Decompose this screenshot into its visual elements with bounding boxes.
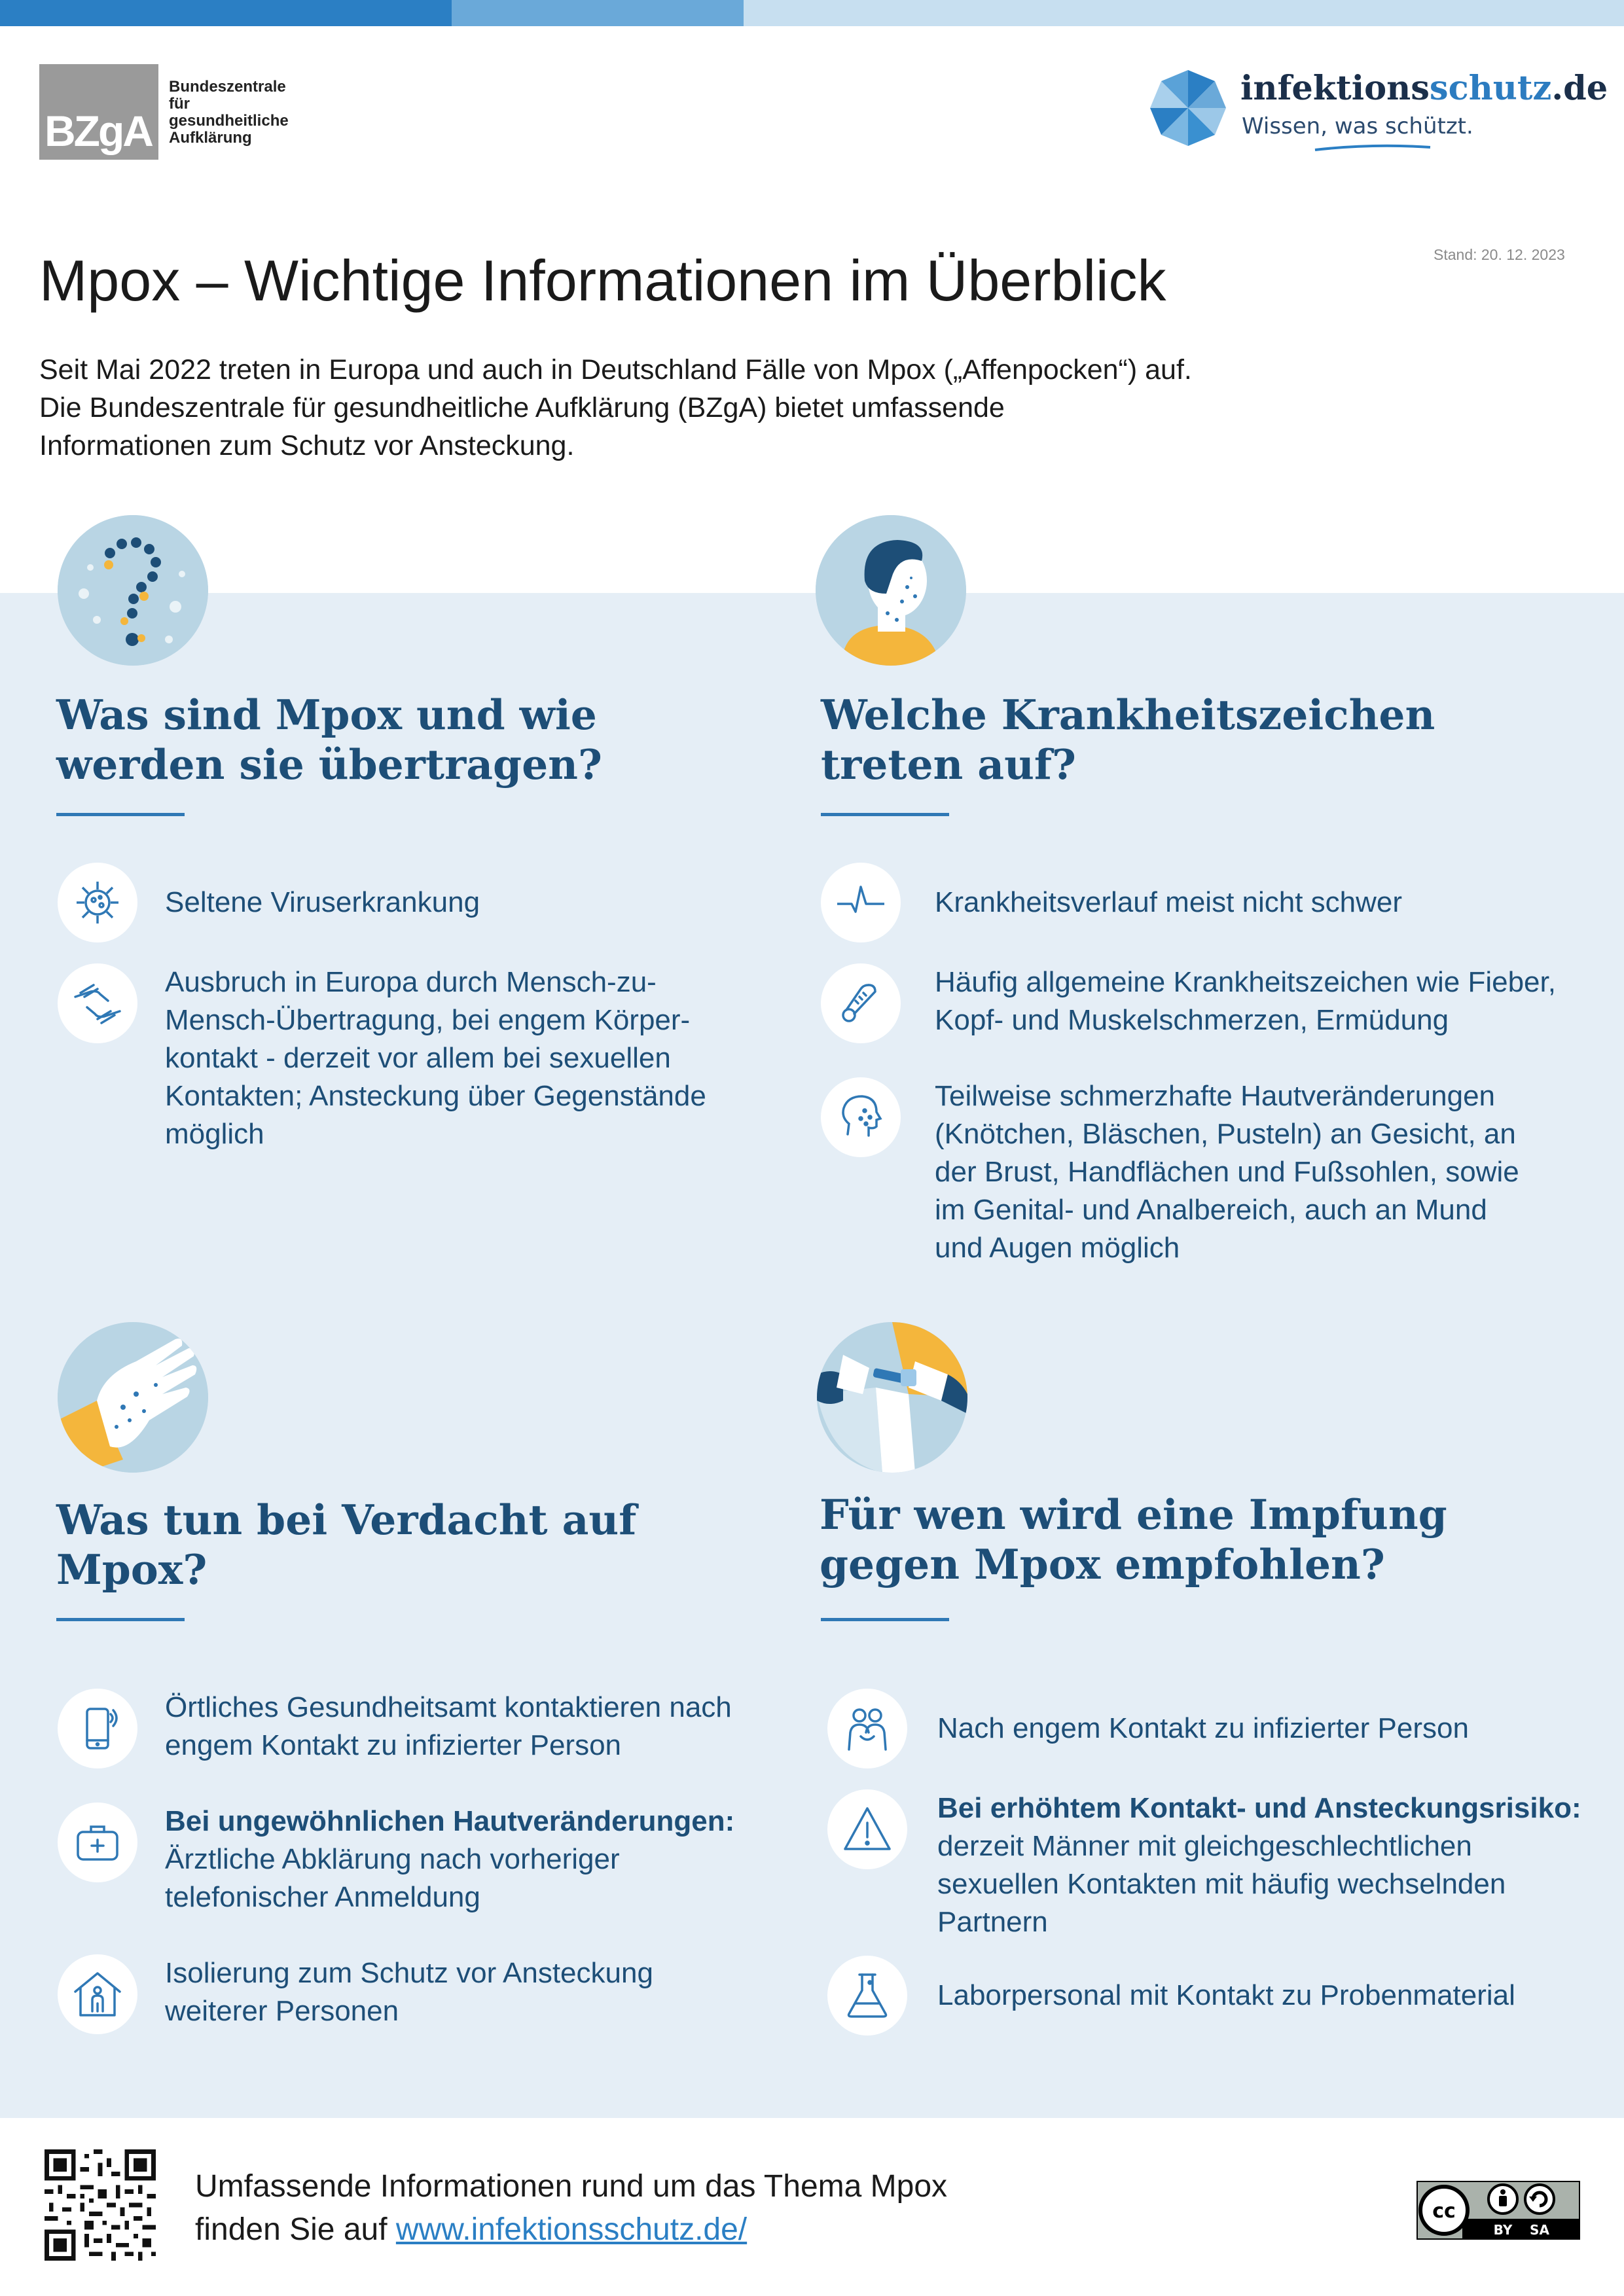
footer-line-1: Umfassende Informationen rund um das Thema Mpox bbox=[195, 2169, 948, 2204]
list-item-bold-text: Bei erhöhtem Kontakt- und Ansteckungsrisiko: bbox=[937, 1792, 1581, 1824]
list-item-line: Mensch-Übertragung, bei engem Körper- bbox=[165, 1004, 691, 1036]
list-item-line: Kontakten; Ansteckung über Gegenstände bbox=[165, 1080, 706, 1112]
list-item-text bbox=[935, 963, 1609, 1039]
infektionsschutz-name-part-2: schutz bbox=[1429, 69, 1552, 108]
qr-code-icon[interactable] bbox=[45, 2149, 156, 2261]
question-mark-virus-icon bbox=[58, 515, 208, 666]
section-suspicion-rule bbox=[56, 1618, 185, 1621]
tagline-swoosh-icon bbox=[1314, 142, 1432, 152]
website-link[interactable]: www.infektionsschutz.de/ bbox=[395, 2212, 748, 2247]
section-transmission-heading-line-1: Was sind Mpox und wie bbox=[56, 691, 597, 739]
list-item-bold-text: Bei ungewöhnlichen Hautveränderungen: bbox=[165, 1805, 735, 1837]
list-item-line: der Brust, Handflächen und Fußsohlen, sowie bbox=[935, 1156, 1519, 1188]
section-symptoms-heading bbox=[821, 690, 1574, 789]
head-rash-icon bbox=[821, 1077, 901, 1157]
section-vaccination-rule bbox=[821, 1618, 949, 1621]
phone-icon bbox=[58, 1689, 137, 1768]
infektionsschutz-logo[interactable] bbox=[1149, 69, 1608, 154]
infektionsschutz-name bbox=[1240, 69, 1608, 108]
list-item-line: möglich bbox=[165, 1118, 264, 1150]
list-item bbox=[58, 1689, 778, 1774]
footer-line-2 bbox=[195, 2208, 947, 2251]
section-symptoms-heading-line-1: Welche Krankheitszeichen bbox=[821, 691, 1435, 739]
section-symptoms-heading-line-2: treten auf? bbox=[821, 740, 1076, 789]
list-item-text bbox=[937, 1789, 1618, 1941]
pulse-icon bbox=[821, 863, 901, 942]
list-item-line: sexuellen Kontakten mit häufig wechselnden bbox=[937, 1868, 1506, 1900]
list-item-text bbox=[165, 1803, 820, 1916]
bzga-name-line-2: für bbox=[169, 95, 190, 113]
list-item-line: telefonischer Anmeldung bbox=[165, 1881, 480, 1913]
list-item-line: Ärztliche Abklärung nach vorheriger bbox=[165, 1843, 620, 1875]
list-item-text bbox=[165, 1954, 820, 2030]
bzga-logo-box bbox=[39, 64, 158, 160]
intro-line-1: Seit Mai 2022 treten in Europa und auch in Deutschland Fälle von Mpox („Affenpocken“) auf. bbox=[39, 354, 1192, 386]
list-item-line: engem Kontakt zu infizierter Person bbox=[165, 1729, 622, 1761]
intro-text bbox=[39, 351, 1348, 465]
bzga-name-line-3: gesundheitliche bbox=[169, 112, 289, 130]
section-symptoms-rule bbox=[821, 813, 949, 816]
thermometer-icon bbox=[821, 963, 901, 1043]
list-item-text bbox=[165, 963, 793, 1153]
list-item-line: im Genital- und Analbereich, auch an Mund bbox=[935, 1194, 1487, 1226]
top-bar-segment-mid bbox=[452, 0, 744, 26]
infektionsschutz-name-part-3: .de bbox=[1551, 69, 1608, 108]
list-item bbox=[821, 963, 1606, 1055]
footer-line-2-prefix: finden Sie auf bbox=[195, 2212, 396, 2247]
list-item-line: Kopf- und Muskelschmerzen, Ermüdung bbox=[935, 1004, 1449, 1036]
list-item bbox=[821, 863, 1606, 948]
person-with-rash-icon bbox=[816, 515, 966, 666]
medical-kit-icon bbox=[58, 1803, 137, 1882]
list-item-text bbox=[935, 1077, 1609, 1267]
section-vaccination-heading-line-2: gegen Mpox empfohlen? bbox=[820, 1540, 1385, 1588]
list-item-line: Ausbruch in Europa durch Mensch-zu- bbox=[165, 966, 657, 998]
section-transmission-heading bbox=[56, 690, 750, 789]
list-item bbox=[58, 1954, 778, 2039]
list-item-line: (Knötchen, Bläschen, Pusteln) an Gesicht, an bbox=[935, 1118, 1516, 1150]
list-item-text: Krankheitsverlauf meist nicht schwer bbox=[935, 886, 1403, 918]
list-item bbox=[821, 1077, 1606, 1280]
list-item-line: Isolierung zum Schutz vor Ansteckung bbox=[165, 1957, 653, 1989]
bzga-name-line-4: Aufklärung bbox=[169, 129, 252, 147]
list-item-text bbox=[165, 1689, 820, 1765]
by-label: BY bbox=[1493, 2222, 1513, 2238]
vaccination-icon bbox=[817, 1322, 967, 1473]
bzga-name-line-1: Bundeszentrale bbox=[169, 78, 286, 96]
list-item-line: derzeit Männer mit gleichgeschlechtlichen bbox=[937, 1830, 1472, 1862]
bzga-abbr: BZgA bbox=[45, 107, 152, 155]
list-item-line: kontakt - derzeit vor allem bei sexuellen bbox=[165, 1042, 671, 1074]
list-item-line: Häufig allgemeine Krankheitszeichen wie Fieber, bbox=[935, 966, 1556, 998]
list-item bbox=[827, 1956, 1613, 2041]
warning-icon bbox=[827, 1789, 907, 1869]
top-bar-segment-light bbox=[744, 0, 1624, 26]
list-item bbox=[827, 1689, 1613, 1774]
list-item-text: Laborpersonal mit Kontakt zu Probenmaterial bbox=[937, 1979, 1515, 2011]
lab-flask-icon bbox=[827, 1956, 907, 2036]
page-title: Mpox – Wichtige Informationen im Überblick bbox=[39, 248, 1166, 313]
section-vaccination-heading-line-1: Für wen wird eine Impfung bbox=[820, 1490, 1447, 1539]
virus-icon bbox=[58, 863, 137, 942]
list-item-text: Seltene Viruserkrankung bbox=[165, 886, 480, 918]
sa-label: SA bbox=[1530, 2222, 1549, 2238]
footer bbox=[0, 2118, 1624, 2296]
cc-label: cc bbox=[1432, 2200, 1456, 2223]
umbrella-icon bbox=[1149, 69, 1227, 147]
top-bar-segment-dark bbox=[0, 0, 452, 26]
hands-contact-icon bbox=[58, 963, 137, 1043]
list-item-line: weiterer Personen bbox=[165, 1995, 399, 2027]
infektionsschutz-tagline: Wissen, was schützt. bbox=[1242, 113, 1473, 139]
list-item-line: Teilweise schmerzhafte Hautveränderungen bbox=[935, 1080, 1496, 1112]
stand-date: Stand: 20. 12. 2023 bbox=[1434, 246, 1565, 263]
list-item-line: und Augen möglich bbox=[935, 1232, 1180, 1264]
list-item-line: Örtliches Gesundheitsamt kontaktieren nach bbox=[165, 1691, 732, 1723]
section-vaccination-heading bbox=[820, 1490, 1572, 1589]
list-item bbox=[827, 1789, 1613, 1953]
cc-by-sa-license-icon[interactable] bbox=[1416, 2181, 1580, 2240]
list-item-text: Nach engem Kontakt zu infizierter Person bbox=[937, 1712, 1469, 1744]
section-transmission-heading-line-2: werden sie übertragen? bbox=[56, 740, 602, 789]
list-item-line: Partnern bbox=[937, 1906, 1048, 1938]
house-person-icon bbox=[58, 1954, 137, 2034]
section-suspicion-heading-line-1: Was tun bei Verdacht auf bbox=[56, 1496, 637, 1544]
hand-with-rash-icon bbox=[58, 1322, 208, 1473]
list-item bbox=[58, 963, 778, 1160]
footer-text bbox=[195, 2165, 947, 2251]
list-item bbox=[58, 863, 778, 948]
section-transmission-rule bbox=[56, 813, 185, 816]
list-item bbox=[58, 1803, 778, 1927]
couple-icon bbox=[827, 1689, 907, 1768]
section-suspicion-heading-line-2: Mpox? bbox=[56, 1545, 208, 1594]
bzga-logo bbox=[39, 64, 380, 160]
bzga-name bbox=[169, 79, 365, 147]
top-color-bar bbox=[0, 0, 1624, 26]
intro-line-2: Die Bundeszentrale für gesundheitliche Aufklärung (BZgA) bietet umfassende bbox=[39, 392, 1005, 423]
section-suspicion-heading bbox=[56, 1495, 750, 1594]
intro-line-3: Informationen zum Schutz vor Ansteckung. bbox=[39, 430, 575, 461]
infektionsschutz-name-part-1: infektions bbox=[1240, 69, 1430, 108]
